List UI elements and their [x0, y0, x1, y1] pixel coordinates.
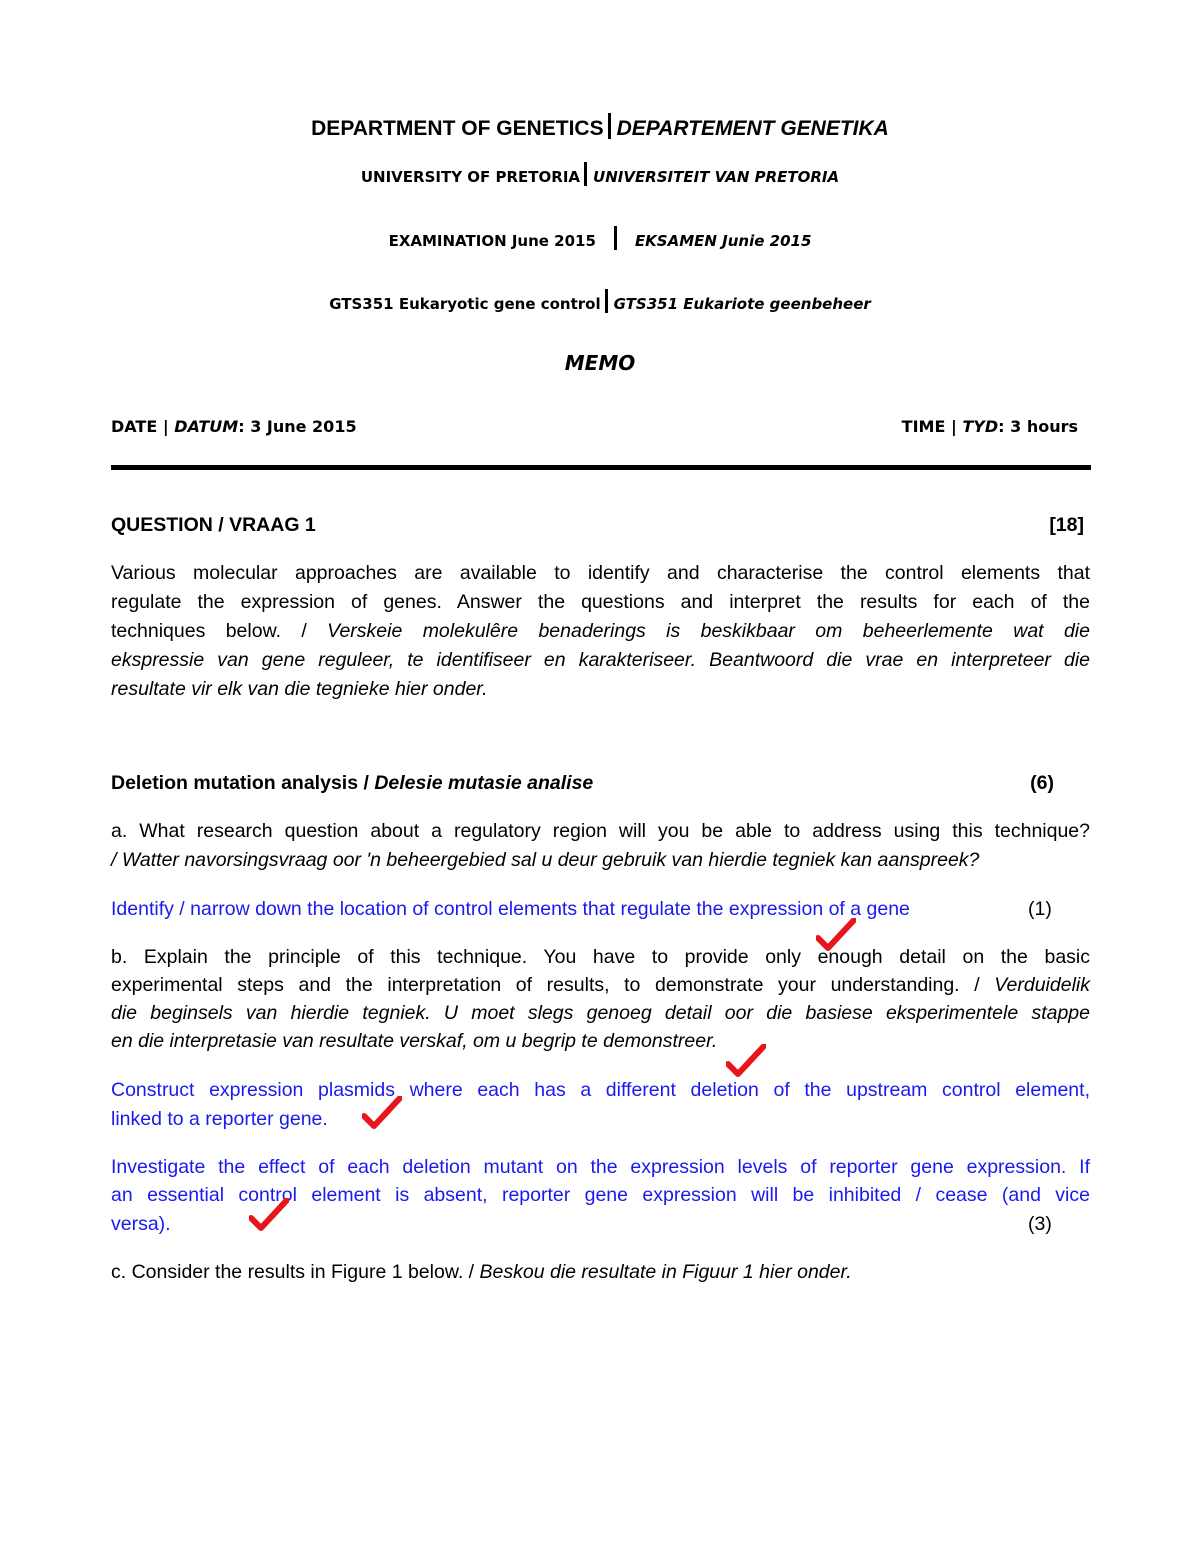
- question-marks: [18]: [1049, 514, 1084, 536]
- intro-line: [111, 620, 1090, 643]
- separator-bar: [605, 289, 608, 313]
- check-mark-icon: [726, 1044, 766, 1078]
- intro-line: regulate the expression of genes. Answer the questions and interpret the results for each of the: [111, 591, 1090, 613]
- check-mark-icon: [816, 918, 856, 952]
- examination-en: EXAMINATION June 2015: [388, 232, 596, 250]
- date-label: DATE |: [111, 417, 175, 436]
- department-af: DEPARTEMENT GENETIKA: [616, 117, 889, 140]
- exam-time: [902, 417, 1078, 436]
- check-mark-icon: [249, 1198, 289, 1232]
- part-b-answer: Investigate the effect of each deletion mutant on the expression levels of reporter gene expression. If: [111, 1156, 1090, 1178]
- time-value: : 3 hours: [998, 417, 1078, 436]
- intro-line: ekspressie van gene reguleer, te identifiseer en karakteriseer. Beantwoord die vrae en interpreteer die: [111, 649, 1090, 671]
- part-a-marks: (1): [1028, 898, 1052, 920]
- examination-af: EKSAMEN Junie 2015: [634, 232, 812, 250]
- separator-bar: [614, 226, 617, 250]
- section-title: [111, 772, 593, 795]
- part-c-question: [111, 1261, 852, 1284]
- date-value: : 3 June 2015: [238, 417, 357, 436]
- separator-bar: [584, 162, 587, 186]
- part-b-question: b. Explain the principle of this technique. You have to provide only enough detail on the basic: [111, 946, 1090, 968]
- separator-bar: [608, 113, 611, 139]
- exam-date: [111, 417, 357, 436]
- part-b-question: [111, 974, 1090, 997]
- section-title-af: Delesie mutasie analise: [374, 772, 594, 794]
- university-en: UNIVERSITY OF PRETORIA: [360, 168, 581, 186]
- module-en: GTS351 Eukaryotic gene control: [329, 295, 601, 313]
- memo-title: MEMO: [564, 351, 636, 375]
- part-b-text-af: Verduidelik: [994, 974, 1090, 996]
- check-mark-icon: [362, 1096, 402, 1130]
- part-b-text-en: experimental steps and the interpretation of results, to demonstrate your understanding. /: [111, 974, 995, 996]
- module-heading: [0, 289, 1200, 313]
- intro-text-af: Verskeie molekulêre benaderings is beskikbaar om beheerlemente wat die: [327, 620, 1090, 642]
- part-a-question: a. What research question about a regulatory region will you be able to address using this technique?: [111, 820, 1090, 842]
- intro-text-en: techniques below. /: [111, 620, 328, 642]
- time-label: TIME |: [901, 417, 963, 436]
- part-b-answer: linked to a reporter gene.: [111, 1108, 328, 1130]
- department-heading: [0, 113, 1200, 141]
- part-b-marks: (3): [1028, 1213, 1052, 1235]
- department-en: DEPARTMENT OF GENETICS: [311, 117, 604, 140]
- part-b-answer: Construct expression plasmids where each has a different deletion of the upstream control element,: [111, 1079, 1090, 1101]
- intro-line: resultate vir elk van die tegnieke hier onder.: [111, 678, 488, 700]
- date-label-af: DATUM: [174, 417, 239, 436]
- part-b-answer: versa).: [111, 1213, 171, 1235]
- examination-heading: [0, 226, 1200, 250]
- section-marks: (6): [1030, 772, 1054, 794]
- part-a-answer: Identify / narrow down the location of control elements that regulate the expression of a gene: [111, 898, 910, 920]
- intro-line: Various molecular approaches are available to identify and characterise the control elements that: [111, 562, 1090, 584]
- module-af: GTS351 Eukariote geenbeheer: [613, 295, 871, 313]
- part-b-answer: an essential control element is absent, reporter gene expression will be inhibited / cease (and vice: [111, 1184, 1090, 1206]
- part-b-question-af: en die interpretasie van resultate verskaf, om u begrip te demonstreer.: [111, 1030, 718, 1052]
- part-b-question-af: die beginsels van hierdie tegniek. U moet slegs genoeg detail oor die basiese eksperimentele stappe: [111, 1002, 1090, 1024]
- section-title-en: Deletion mutation analysis /: [111, 772, 375, 794]
- time-label-af: TYD: [962, 417, 999, 436]
- part-c-text-en: c. Consider the results in Figure 1 below. /: [111, 1261, 480, 1283]
- part-a-question-af: / Watter navorsingsvraag oor 'n beheergebied sal u deur gebruik van hierdie tegniek kan aanspreek?: [111, 849, 980, 871]
- question-title: QUESTION / VRAAG 1: [111, 514, 316, 536]
- part-c-text-af: Beskou die resultate in Figuur 1 hier onder.: [479, 1261, 852, 1283]
- university-af: UNIVERSITEIT VAN PRETORIA: [593, 168, 840, 186]
- header-divider: [111, 465, 1091, 470]
- university-heading: [0, 162, 1200, 186]
